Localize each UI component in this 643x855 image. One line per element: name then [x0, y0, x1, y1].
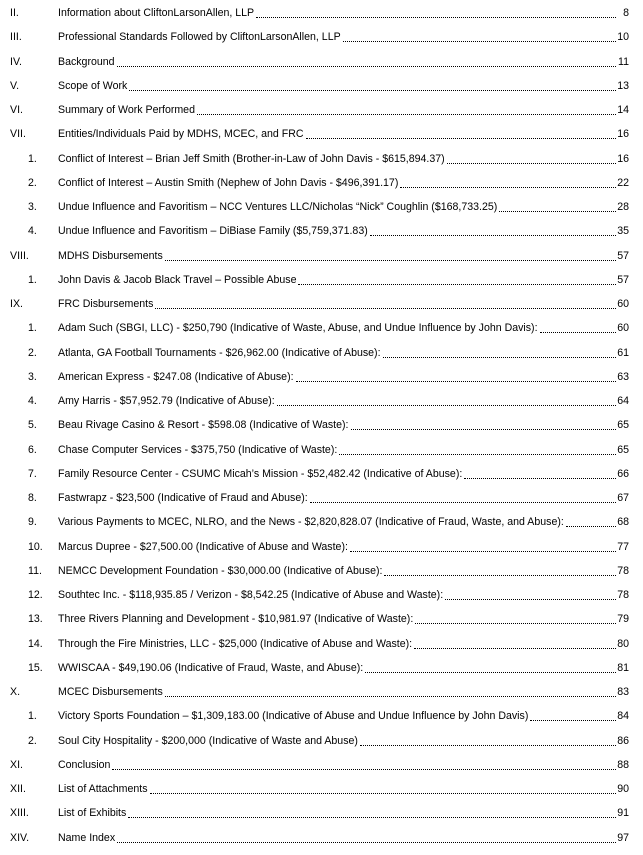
toc-entry-title[interactable]: Conflict of Interest – Austin Smith (Nephew of John Davis - $496,391.17) — [58, 176, 399, 189]
toc-entry-content — [58, 589, 629, 602]
toc-entry-number: XIII. — [10, 807, 29, 820]
toc-entry[interactable] — [0, 635, 643, 651]
dot-leader — [530, 719, 616, 721]
toc-entry-page-number[interactable]: 78 — [617, 564, 629, 577]
toc-entry-content — [58, 638, 629, 651]
toc-entry-page-number[interactable]: 60 — [617, 298, 629, 310]
toc-entry-content — [58, 710, 629, 723]
toc-entry-title[interactable]: Southtec Inc. - $118,935.85 / Verizon - $8,542.25 (Indicative of Abuse and Waste): — [58, 589, 444, 601]
toc-entry-title[interactable]: American Express - $247.08 (Indicative of Abuse): — [58, 370, 294, 383]
toc-entry-content — [58, 225, 629, 238]
toc-entry-page-number[interactable]: 16 — [617, 128, 629, 141]
toc-entry-page-number[interactable]: 13 — [617, 79, 629, 92]
toc-entry-number: V. — [10, 79, 20, 92]
toc-entry-content — [58, 686, 629, 699]
toc-entry-content — [58, 807, 629, 820]
toc-entry-number: VI. — [10, 104, 23, 116]
toc-entry-title[interactable]: MDHS Disbursements — [58, 249, 163, 262]
toc-entry-content — [58, 347, 629, 360]
toc-entry-content — [58, 250, 629, 263]
dot-leader — [256, 16, 616, 18]
toc-entry-content — [58, 516, 629, 529]
toc-entry-content — [58, 274, 629, 287]
toc-entry-title[interactable]: Name Index — [58, 831, 116, 844]
toc-entry-page-number[interactable]: 64 — [617, 395, 629, 407]
toc-entry-page-number[interactable]: 66 — [617, 467, 629, 480]
toc-entry-title[interactable]: Various Payments to MCEC, NLRO, and the News - $2,820,828.07 (Indicative of Fraud, Waste, and Abuse): — [58, 516, 564, 529]
dot-leader — [128, 816, 616, 818]
toc-entry[interactable] — [0, 271, 643, 287]
toc-entry-number: II. — [10, 7, 19, 19]
toc-entry[interactable] — [0, 829, 643, 845]
toc-entry-page-number[interactable]: 14 — [617, 104, 629, 116]
toc-entry-number: IV. — [10, 55, 22, 68]
toc-entry-number: VII. — [10, 128, 26, 141]
toc-entry-title[interactable]: Beau Rivage Casino & Resort - $598.08 (Indicative of Waste): — [58, 419, 349, 432]
toc-entry-title[interactable]: Undue Influence and Favoritism – DiBiase Family ($5,759,371.83) — [58, 225, 368, 238]
dot-leader — [365, 671, 616, 673]
toc-entry-page-number[interactable]: 97 — [617, 831, 629, 844]
toc-entry-content — [58, 783, 629, 796]
toc-entry-page-number[interactable]: 16 — [617, 152, 629, 165]
toc-entry[interactable] — [0, 295, 643, 311]
toc-entry-number: 1. — [28, 152, 37, 165]
toc-entry-number: XII. — [10, 783, 26, 795]
dot-leader — [150, 792, 616, 794]
toc-entry-content — [58, 371, 629, 384]
toc-entry[interactable] — [0, 707, 643, 723]
toc-entry-number: 11. — [28, 564, 42, 577]
toc-entry-page-number[interactable]: 91 — [617, 807, 629, 820]
toc-entry-number: 4. — [28, 225, 37, 238]
toc-entry-content — [58, 128, 629, 141]
dot-leader — [415, 622, 616, 624]
toc-entry-content — [58, 177, 629, 190]
toc-entry[interactable] — [0, 319, 643, 335]
toc-entry-page-number[interactable]: 11 — [618, 55, 629, 68]
toc-entry-page-number[interactable]: 79 — [617, 613, 629, 626]
toc-entry-content — [58, 298, 629, 311]
toc-entry-title[interactable]: FRC Disbursements — [58, 298, 154, 310]
dot-leader — [277, 404, 616, 406]
toc-entry-number: 14. — [28, 637, 43, 650]
toc-entry-content — [58, 153, 629, 166]
toc-entry-content — [58, 419, 629, 432]
toc-entry-title[interactable]: Information about CliftonLarsonAllen, LLP — [58, 7, 255, 19]
toc-entry-title[interactable]: WWISCAA - $49,190.06 (Indicative of Fraud, Waste, and Abuse): — [58, 661, 364, 674]
toc-entry-page-number[interactable]: 83 — [617, 686, 629, 698]
dot-leader — [343, 40, 616, 42]
toc-entry[interactable] — [0, 513, 643, 529]
toc-entry-page-number[interactable]: 86 — [617, 734, 629, 747]
dot-leader — [370, 234, 616, 236]
dot-leader — [306, 137, 616, 139]
toc-entry-page-number[interactable]: 28 — [617, 201, 629, 213]
toc-entry-number: 5. — [28, 419, 37, 432]
toc-entry-page-number[interactable]: 35 — [617, 225, 629, 238]
toc-entry[interactable] — [0, 562, 643, 578]
toc-entry-title[interactable]: Background — [58, 55, 115, 68]
toc-entry-content — [58, 468, 629, 481]
toc-entry[interactable] — [0, 198, 643, 214]
toc-entry-number: 9. — [28, 516, 37, 529]
dot-leader — [447, 162, 616, 164]
toc-entry-number: 2. — [28, 734, 37, 747]
toc-entry-content — [58, 80, 629, 93]
toc-entry-title[interactable]: Atlanta, GA Football Tournaments - $26,962.00 (Indicative of Abuse): — [58, 346, 381, 359]
toc-entry[interactable] — [0, 344, 643, 360]
toc-entry-number: 6. — [28, 443, 37, 456]
toc-entry-content — [58, 735, 629, 748]
toc-entry-title[interactable]: Family Resource Center - CSUMC Micah’s Mission - $52,482.42 (Indicative of Abuse): — [58, 467, 463, 480]
toc-entry-page-number[interactable]: 81 — [617, 661, 629, 674]
toc-entry-content — [58, 492, 629, 505]
toc-entry-content — [58, 565, 629, 578]
toc-entry[interactable] — [0, 174, 643, 190]
toc-entry-number: 1. — [28, 322, 37, 335]
dot-leader — [384, 574, 616, 576]
toc-entry[interactable] — [0, 489, 643, 505]
toc-entry[interactable] — [0, 150, 643, 166]
dot-leader — [350, 550, 616, 552]
toc-entry-number: XIV. — [10, 831, 30, 844]
toc-entry[interactable] — [0, 53, 643, 69]
toc-entry[interactable] — [0, 659, 643, 675]
dot-leader — [566, 525, 616, 527]
toc-entry-content — [58, 31, 629, 44]
toc-entry-page-number[interactable]: 67 — [617, 492, 629, 504]
toc-entry-content — [58, 832, 629, 845]
toc-entry-number: 2. — [28, 346, 37, 359]
toc-entry[interactable] — [0, 101, 643, 117]
toc-entry-title[interactable]: Adam Such (SBGI, LLC) - $250,790 (Indicative of Waste, Abuse, and Undue Influence by John Davis): — [58, 322, 538, 335]
toc-entry-title[interactable]: Soul City Hospitality - $200,000 (Indicative of Waste and Abuse) — [58, 734, 358, 747]
toc-entry[interactable] — [0, 222, 643, 238]
toc-entry-page-number[interactable]: 60 — [617, 322, 629, 335]
toc-entry-page-number[interactable]: 22 — [617, 176, 629, 189]
toc-entry[interactable] — [0, 586, 643, 602]
toc-entry-number: 1. — [28, 710, 37, 723]
toc-entry-content — [58, 541, 629, 554]
toc-entry-number: 15. — [28, 661, 43, 674]
toc-entry-number: 12. — [28, 589, 43, 601]
toc-entry-title[interactable]: Through the Fire Ministries, LLC - $25,000 (Indicative of Abuse and Waste): — [58, 637, 413, 650]
dot-leader — [499, 210, 616, 212]
toc-entry[interactable] — [0, 441, 643, 457]
toc-entry-content — [58, 662, 629, 675]
dot-leader — [383, 356, 616, 358]
toc-entry-page-number[interactable]: 57 — [617, 273, 629, 286]
dot-leader — [117, 841, 616, 843]
toc-entry-title[interactable]: Conclusion — [58, 758, 111, 771]
toc-entry-content — [58, 201, 629, 214]
dot-leader — [360, 744, 616, 746]
dot-leader — [298, 283, 616, 285]
toc-entry[interactable] — [0, 392, 643, 408]
toc-entry-title[interactable]: Victory Sports Foundation – $1,309,183.00 (Indicative of Abuse and Undue Influence by John Davis) — [58, 710, 529, 723]
toc-entry-number: IX. — [10, 298, 23, 310]
toc-entry[interactable] — [0, 465, 643, 481]
toc-entry-number: 3. — [28, 201, 37, 213]
dot-leader — [351, 428, 617, 430]
toc-entry-title[interactable]: Professional Standards Followed by CliftonLarsonAllen, LLP — [58, 31, 341, 44]
dot-leader — [464, 477, 616, 479]
toc-entry-content — [58, 444, 629, 457]
toc-entry-number: 2. — [28, 176, 37, 189]
toc-entry[interactable] — [0, 125, 643, 141]
toc-entry-title[interactable]: Fastwrapz - $23,500 (Indicative of Fraud and Abuse): — [58, 492, 308, 504]
dot-leader — [339, 453, 616, 455]
toc-entry-number: III. — [10, 31, 22, 44]
toc-entry-page-number[interactable]: 80 — [617, 637, 629, 650]
dot-leader — [129, 89, 616, 91]
toc-entry-title[interactable]: Three Rivers Planning and Development - $10,981.97 (Indicative of Waste): — [58, 613, 414, 626]
toc-entry-title[interactable]: MCEC Disbursements — [58, 686, 163, 698]
toc-entry-content — [58, 613, 629, 626]
toc-entry-content — [58, 7, 629, 20]
toc-entry-title[interactable]: Scope of Work — [58, 79, 128, 92]
toc-entry-title[interactable]: Marcus Dupree - $27,500.00 (Indicative of Abuse and Waste): — [58, 540, 348, 553]
toc-entry[interactable] — [0, 780, 643, 796]
toc-entry-title[interactable]: List of Attachments — [58, 783, 148, 795]
toc-entry-title[interactable]: Amy Harris - $57,952.79 (Indicative of Abuse): — [58, 395, 275, 407]
toc-entry-number: 4. — [28, 395, 37, 407]
toc-entry-number: XI. — [10, 758, 23, 771]
toc-entry-page-number[interactable]: 57 — [617, 249, 629, 262]
dot-leader — [310, 501, 616, 503]
toc-entry-title[interactable]: Chase Computer Services - $375,750 (Indicative of Waste): — [58, 443, 338, 456]
toc-entry-title[interactable]: Entities/Individuals Paid by MDHS, MCEC, and FRC — [58, 128, 304, 141]
toc-entry-number: 1. — [28, 273, 37, 286]
dot-leader — [197, 113, 616, 115]
dot-leader — [112, 768, 616, 770]
toc-entry-number: 7. — [28, 467, 37, 480]
toc-entry-title[interactable]: NEMCC Development Foundation - $30,000.00 (Indicative of Abuse): — [58, 564, 383, 577]
toc-entry-number: 3. — [28, 370, 37, 383]
toc-entry[interactable] — [0, 4, 643, 20]
dot-leader — [445, 598, 616, 600]
dot-leader — [296, 380, 616, 382]
toc-entry[interactable] — [0, 538, 643, 554]
toc-entry-page-number[interactable]: 88 — [617, 758, 629, 771]
toc-entry-title[interactable]: Undue Influence and Favoritism – NCC Ventures LLC/Nicholas “Nick” Coughlin ($168,733.25) — [58, 201, 498, 213]
toc-entry-title[interactable]: John Davis & Jacob Black Travel – Possible Abuse — [58, 273, 297, 286]
toc-entry-content — [58, 322, 629, 335]
toc-entry[interactable] — [0, 77, 643, 93]
toc-entry-page-number[interactable]: 65 — [617, 419, 629, 432]
toc-entry[interactable] — [0, 416, 643, 432]
toc-entry[interactable] — [0, 683, 643, 699]
toc-entry-page-number[interactable]: 61 — [617, 346, 629, 359]
toc-entry-page-number[interactable]: 68 — [617, 516, 629, 529]
toc-entry[interactable] — [0, 804, 643, 820]
toc-entry-number: VIII. — [10, 249, 29, 262]
toc-entry-page-number[interactable]: 77 — [617, 540, 629, 553]
toc-entry-content — [58, 104, 629, 117]
toc-entry-page-number[interactable]: 8 — [623, 7, 629, 19]
toc-entry-content — [58, 395, 629, 408]
toc-entry-number: 13. — [28, 613, 43, 626]
dot-leader — [165, 259, 616, 261]
toc-entry-page-number[interactable]: 84 — [617, 710, 629, 723]
toc-entry-page-number[interactable]: 78 — [617, 589, 629, 601]
toc-entry[interactable] — [0, 756, 643, 772]
toc-entry[interactable] — [0, 28, 643, 44]
dot-leader — [165, 695, 616, 697]
toc-entry-title[interactable]: Conflict of Interest – Brian Jeff Smith (Brother-in-Law of John Davis - $615,894.37) — [58, 152, 445, 165]
dot-leader — [540, 331, 616, 333]
toc-entry-page-number[interactable]: 90 — [617, 783, 629, 795]
dot-leader — [414, 647, 616, 649]
toc-entry-number: 8. — [28, 492, 37, 504]
toc-entry[interactable] — [0, 610, 643, 626]
dot-leader — [400, 186, 616, 188]
toc-entry[interactable] — [0, 247, 643, 263]
toc-entry-page-number[interactable]: 65 — [617, 443, 629, 456]
toc-entry-content — [58, 759, 629, 772]
toc-entry-page-number[interactable]: 10 — [617, 31, 629, 44]
toc-entry-number: 10. — [28, 540, 43, 553]
toc-entry-content — [58, 56, 629, 69]
dot-leader — [155, 307, 616, 309]
toc-entry[interactable] — [0, 368, 643, 384]
toc-entry-title[interactable]: Summary of Work Performed — [58, 104, 195, 116]
toc-entry[interactable] — [0, 732, 643, 748]
toc-entry-number: X. — [10, 686, 21, 698]
dot-leader — [117, 65, 616, 67]
toc-entry-title[interactable]: List of Exhibits — [58, 807, 127, 820]
toc-entry-page-number[interactable]: 63 — [617, 370, 629, 383]
